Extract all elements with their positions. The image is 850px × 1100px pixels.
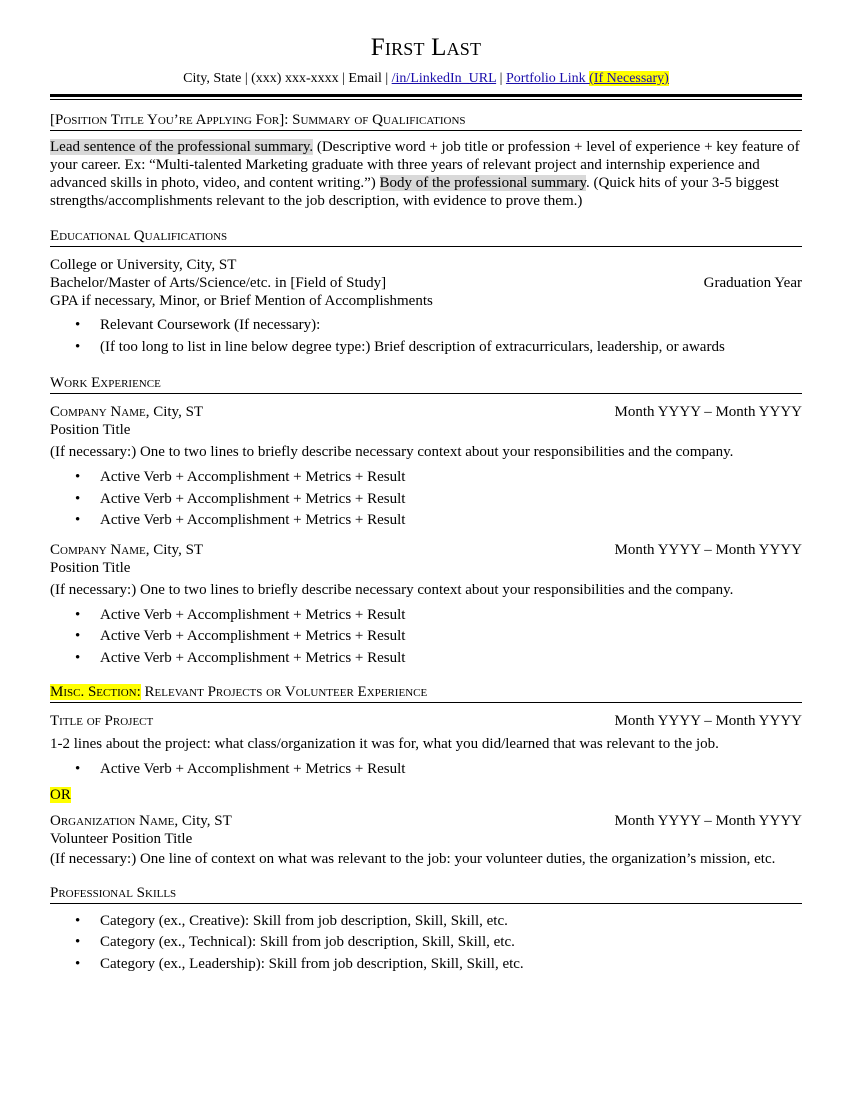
job-location: , City, ST — [145, 404, 204, 420]
portfolio-link-label: Portfolio Link — [505, 71, 590, 86]
summary-part2: . (Quick hits of your 3-5 biggest strengths/accomplishments relevant to the job description, with evidence to prove them.) — [50, 175, 779, 209]
list-item: • Relevant Coursework (If necessary): — [50, 315, 802, 337]
job-context: (If necessary:) One to two lines to briefly describe necessary context about your responsibilities and the company. — [50, 581, 734, 598]
job-header-row — [50, 403, 802, 421]
organization-line — [50, 812, 232, 830]
education-bullets — [50, 315, 802, 358]
organization-dates: Month YYYY – Month YYYY — [614, 812, 802, 829]
resume-name: First Last — [370, 34, 482, 61]
organization-header-row — [50, 812, 802, 830]
job-company-line — [50, 403, 203, 421]
list-item: • Active Verb + Accomplishment + Metrics + Result — [50, 510, 802, 532]
project-title: Title of Project — [50, 713, 154, 729]
portfolio-link[interactable] — [506, 71, 669, 86]
list-item: • (If too long to list in line below degree type:) Brief description of extracurriculars, leadership, or awards — [50, 337, 802, 359]
education-heading: Educational Qualifications — [50, 227, 802, 247]
misc-heading-highlight: Misc. Section: — [50, 684, 141, 700]
job-title: Position Title — [50, 559, 131, 576]
job-location: , City, ST — [145, 541, 204, 558]
list-item: • Active Verb + Accomplishment + Metrics + Result — [50, 626, 802, 648]
job-context: (If necessary:) One to two lines to briefly describe necessary context about your responsibilities and the company. — [50, 444, 734, 460]
education-gpa: GPA if necessary, Minor, or Brief Mention of Accomplishments — [50, 293, 433, 309]
summary-body: Body of the professional summary — [379, 175, 587, 191]
misc-heading — [50, 683, 802, 703]
organization-name: Organization Name — [50, 812, 175, 829]
education-graduation-year: Graduation Year — [703, 275, 802, 291]
summary-paragraph — [50, 138, 802, 210]
education-degree-row — [50, 274, 802, 292]
or-label — [50, 786, 802, 804]
organization-location: , City, ST — [174, 812, 232, 829]
list-item: • Active Verb + Accomplishment + Metrics + Result — [50, 489, 802, 511]
project-description: 1-2 lines about the project: what class/organization it was for, what you did/learned that was relevant to the job. — [50, 736, 719, 752]
job-dates: Month YYYY – Month YYYY — [614, 541, 802, 558]
list-item: • Category (ex., Creative): Skill from job description, Skill, Skill, etc. — [50, 911, 802, 933]
portfolio-note: (If Necessary) — [589, 71, 669, 86]
job-company-line — [50, 541, 203, 559]
list-item: • Active Verb + Accomplishment + Metrics + Result — [50, 759, 802, 781]
summary-lead: Lead sentence of the professional summary. — [50, 139, 314, 155]
skills-heading: Professional Skills — [50, 884, 802, 904]
linkedin-link[interactable]: /in/LinkedIn_URL — [391, 71, 497, 86]
job-bullets — [50, 605, 802, 670]
job-bullets — [50, 467, 802, 532]
list-item: • Category (ex., Leadership): Skill from job description, Skill, Skill, etc. — [50, 954, 802, 976]
summary-heading: [Position Title You’re Applying For]: Summary of Qualifications — [50, 111, 802, 131]
project-header-row — [50, 712, 802, 730]
list-item: • Active Verb + Accomplishment + Metrics + Result — [50, 648, 802, 670]
education-degree: Bachelor/Master of Arts/Science/etc. in [Field of Study] — [50, 275, 387, 291]
job-company: Company Name — [50, 541, 146, 558]
list-item: • Active Verb + Accomplishment + Metrics + Result — [50, 467, 802, 489]
job-title: Position Title — [50, 422, 131, 438]
header-divider — [50, 94, 802, 100]
skills-bullets — [50, 911, 802, 976]
summary-part1: (Descriptive word + job title or profession + level of experience + key feature of your career. Ex: “Multi-talented Marketing graduate with three years of relevant project and internship experience and advanced skills in photo, video, and content writing.”) — [50, 139, 800, 191]
work-heading: Work Experience — [50, 374, 802, 394]
contact-info: City, State | (xxx) xxx-xxxx | Email | — [183, 71, 392, 86]
job-company: Company Name — [50, 404, 146, 420]
project-dates: Month YYYY – Month YYYY — [614, 713, 802, 729]
job-dates: Month YYYY – Month YYYY — [614, 404, 802, 420]
or-label-text: OR — [50, 786, 71, 803]
contact-separator: | — [496, 71, 506, 86]
education-school: College or University, City, ST — [50, 257, 237, 273]
organization-context: (If necessary:) One line of context on what was relevant to the job: your volunteer duties, the organization’s mission, etc. — [50, 850, 776, 867]
volunteer-position-title: Volunteer Position Title — [50, 830, 193, 847]
list-item: • Category (ex., Technical): Skill from job description, Skill, Skill, etc. — [50, 932, 802, 954]
resume-page — [50, 0, 802, 975]
project-bullets — [50, 759, 802, 781]
misc-heading-rest: Relevant Projects or Volunteer Experience — [140, 684, 428, 700]
list-item: • Active Verb + Accomplishment + Metrics + Result — [50, 605, 802, 627]
job-header-row — [50, 541, 802, 559]
contact-line — [50, 70, 802, 88]
